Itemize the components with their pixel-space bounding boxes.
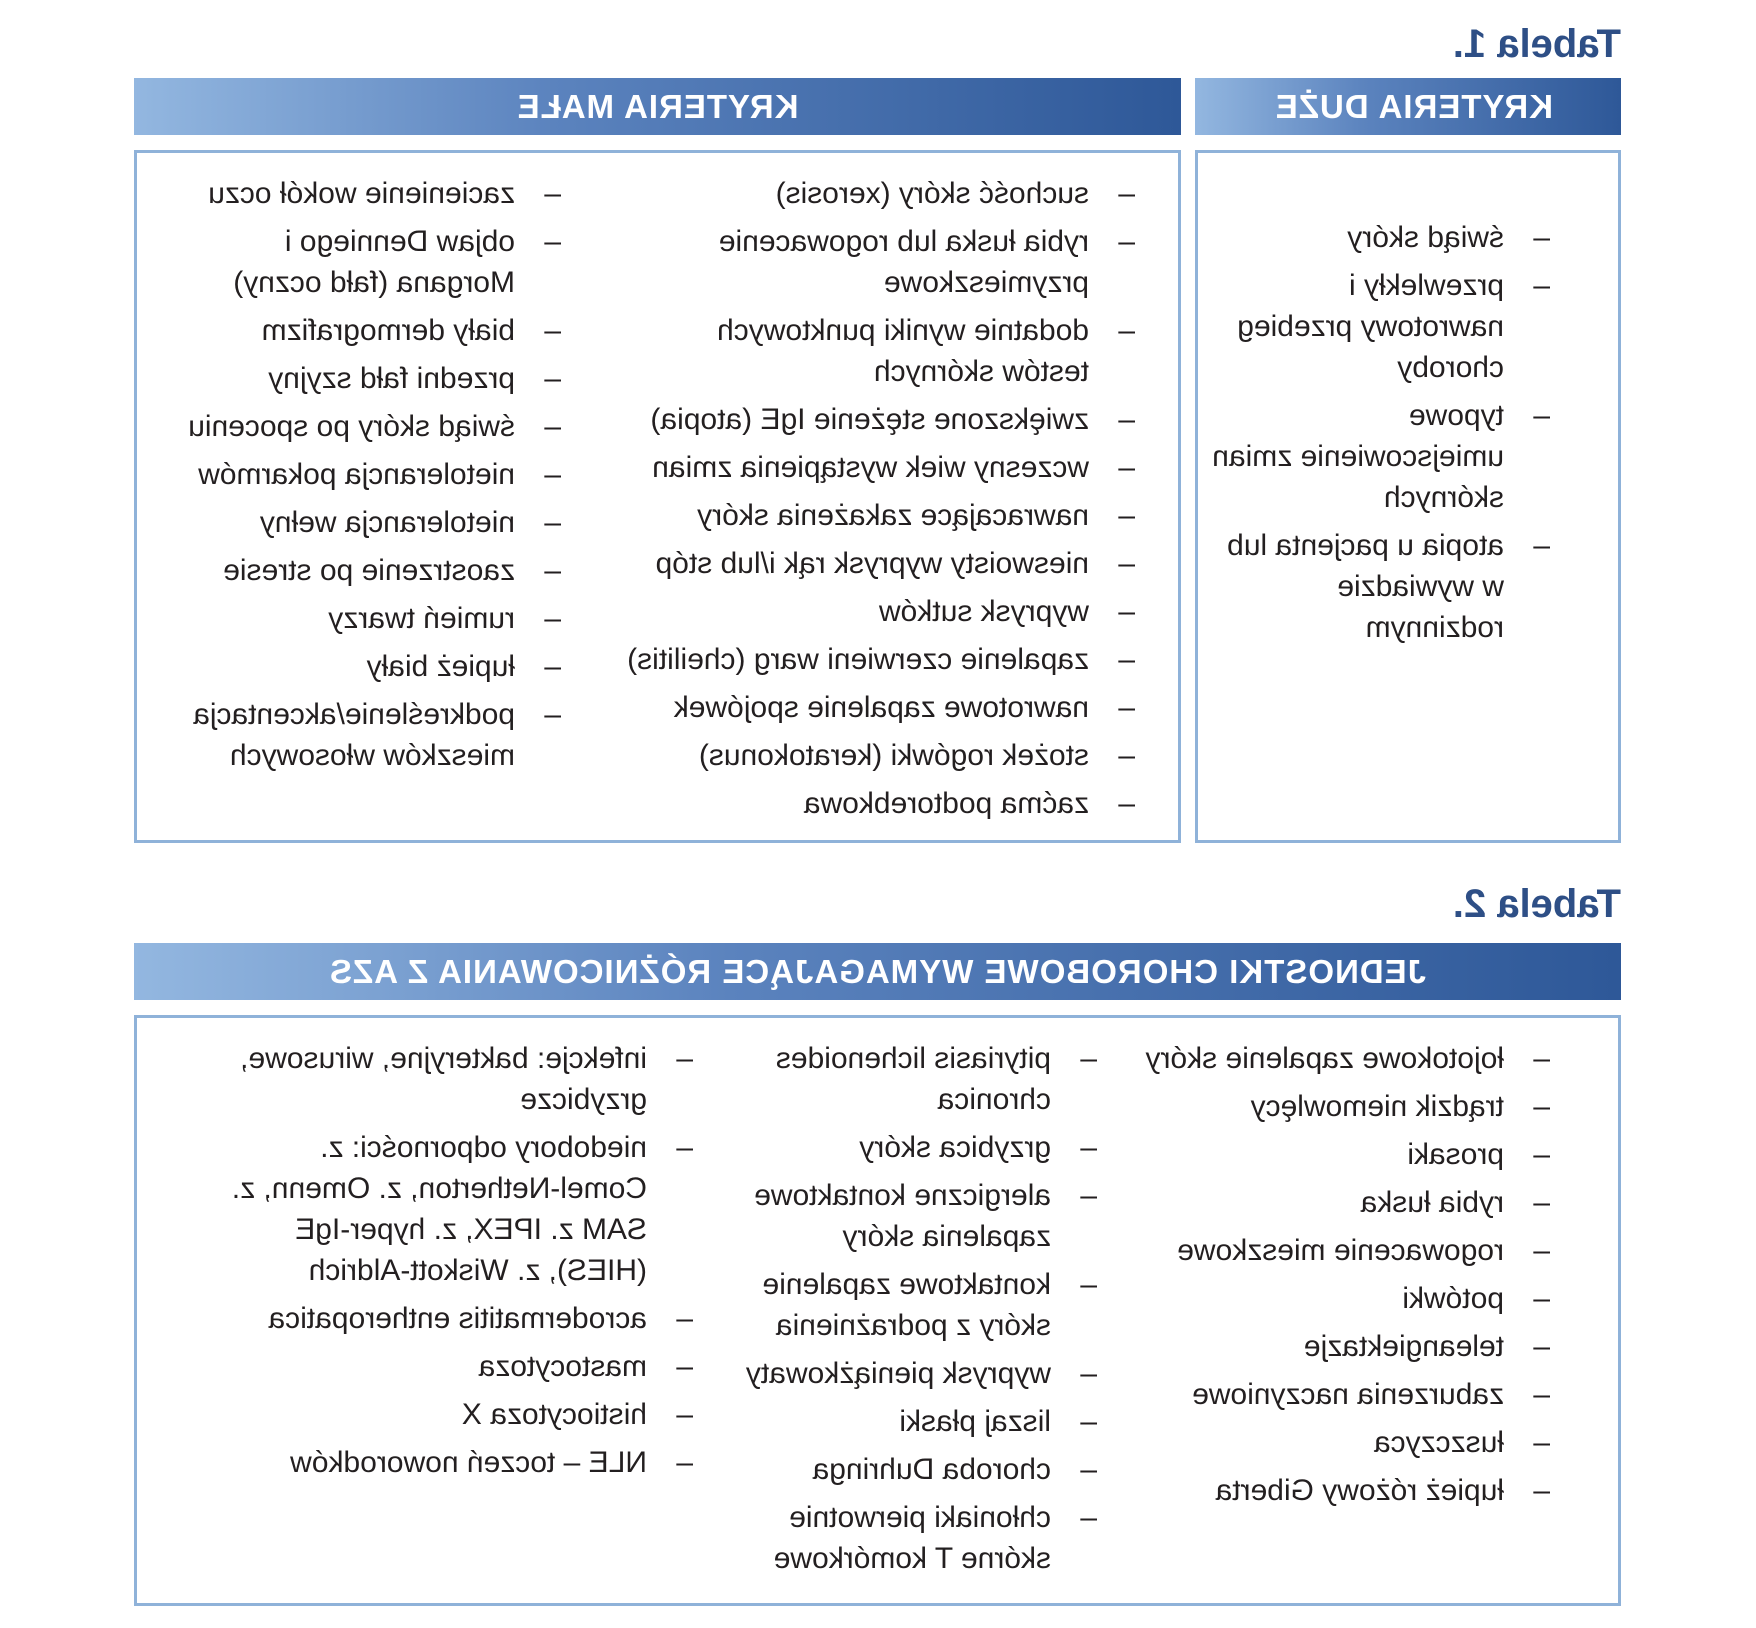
- list-item: – rumień twarzy: [161, 598, 561, 639]
- list-item: – typowe umiejscowienie zmian skórnych: [1205, 395, 1550, 518]
- list-item: – liszaj płaski: [717, 1401, 1097, 1442]
- list-item: – biały dermografizm: [161, 310, 561, 351]
- table2-title: Tabela 2.: [1452, 882, 1621, 926]
- minor-criteria-list-1: [625, 173, 1135, 831]
- differential-box: [134, 1015, 1621, 1606]
- major-criteria-list: [1205, 217, 1550, 655]
- list-item: – dodatnie wyniki punktowych testów skórnych: [625, 310, 1135, 392]
- list-item: – zaostrzenie po stresie: [161, 550, 561, 591]
- list-item: – przewlekły i nawrotowy przebieg choroby: [1205, 265, 1550, 388]
- list-item: – rogowacenie mieszkowe: [1130, 1230, 1550, 1271]
- list-item: – mastocytoza: [223, 1346, 693, 1387]
- list-item: – trądzik niemowlęcy: [1130, 1086, 1550, 1127]
- list-item: – przedni fałd szyjny: [161, 358, 561, 399]
- list-item: – wyprysk sutków: [625, 591, 1135, 632]
- list-item: – acrodermatitis entheropatica: [223, 1298, 693, 1339]
- list-item: – objaw Denniego i Morgana (fałd oczny): [161, 221, 561, 303]
- list-item: – łuszczyca: [1130, 1422, 1550, 1463]
- list-item: – nietolerancja pokarmów: [161, 454, 561, 495]
- list-item: – grzybica skóry: [717, 1127, 1097, 1168]
- list-item: – rybia łuska lub rogowacenie przymieszkowe: [625, 221, 1135, 303]
- list-item: – nawracające zakażenia skóry: [625, 495, 1135, 536]
- list-item: – infekcje: bakteryjne, wirusowe, grzybicze: [223, 1038, 693, 1120]
- major-criteria-box: [1195, 150, 1621, 843]
- list-item: – nieswoisty wyprysk rąk i/lub stóp: [625, 543, 1135, 584]
- list-item: – prosaki: [1130, 1134, 1550, 1175]
- differential-list-2: [717, 1038, 1097, 1586]
- list-item: – kontaktowe zapalenie skóry z podrażnienia: [717, 1264, 1097, 1346]
- list-item: – podkreślenie/akcentacja mieszków włosowych: [161, 694, 561, 776]
- list-item: – nawrotowe zapalenie spojówek: [625, 687, 1135, 728]
- list-item: – teleangiektazje: [1130, 1326, 1550, 1367]
- list-item: – nietolerancja wełny: [161, 502, 561, 543]
- list-item: – histiocytoza X: [223, 1394, 693, 1435]
- list-item: – świąd skóry po spoceniu: [161, 406, 561, 447]
- table1-title: Tabela 1.: [1452, 22, 1621, 66]
- differential-list-1: [1130, 1038, 1550, 1518]
- list-item: – świąd skóry: [1205, 217, 1550, 258]
- minor-criteria-box: [134, 150, 1181, 843]
- list-item: – łojotokowe zapalenie skóry: [1130, 1038, 1550, 1079]
- list-item: – alergiczne kontaktowe zapalenia skóry: [717, 1175, 1097, 1257]
- list-item: – potówki: [1130, 1278, 1550, 1319]
- major-criteria-header: KRYTERIA DUŻE: [1195, 78, 1621, 135]
- list-item: – rybia łuska: [1130, 1182, 1550, 1223]
- list-item: – zacienienie wokół oczu: [161, 173, 561, 214]
- list-item: – atopia u pacjenta lub w wywiadzie rodzinnym: [1205, 525, 1550, 648]
- minor-criteria-list-2: [161, 173, 561, 783]
- list-item: – pityriasis lichenoides chronica: [717, 1038, 1097, 1120]
- list-item: – niedobory odporności: z. Comel-Netherton, z. Omenn, z. SAM z. IPEX, z. hyper-IgE (HIES), z. Wiskott-Aldrich: [223, 1127, 693, 1291]
- list-item: – zaćma podtorebkowa: [625, 783, 1135, 824]
- list-item: – suchość skóry (xerosis): [625, 173, 1135, 214]
- list-item: – zaburzenia naczyniowe: [1130, 1374, 1550, 1415]
- list-item: – NLE – toczeń noworodków: [223, 1442, 693, 1483]
- differential-header: JEDNOSTKI CHOROBOWE WYMAGAJĄCE RÓŻNICOWANIA Z AZS: [134, 943, 1621, 1000]
- list-item: – chłoniaki pierwotnie skórne T komórkowe: [717, 1497, 1097, 1579]
- list-item: – wczesny wiek wystąpienia zmian: [625, 447, 1135, 488]
- list-item: – wyprysk pieniążkowaty: [717, 1353, 1097, 1394]
- list-item: – choroba Duhringa: [717, 1449, 1097, 1490]
- list-item: – stożek rogówki (keratokonus): [625, 735, 1135, 776]
- minor-criteria-header: KRYTERIA MAŁE: [134, 78, 1181, 135]
- list-item: – zwiększone stężenie IgE (atopia): [625, 399, 1135, 440]
- differential-list-3: [223, 1038, 693, 1490]
- list-item: – zapalenie czerwieni warg (cheilitis): [625, 639, 1135, 680]
- list-item: – łupież różowy Giberta: [1130, 1470, 1550, 1511]
- list-item: – łupież biały: [161, 646, 561, 687]
